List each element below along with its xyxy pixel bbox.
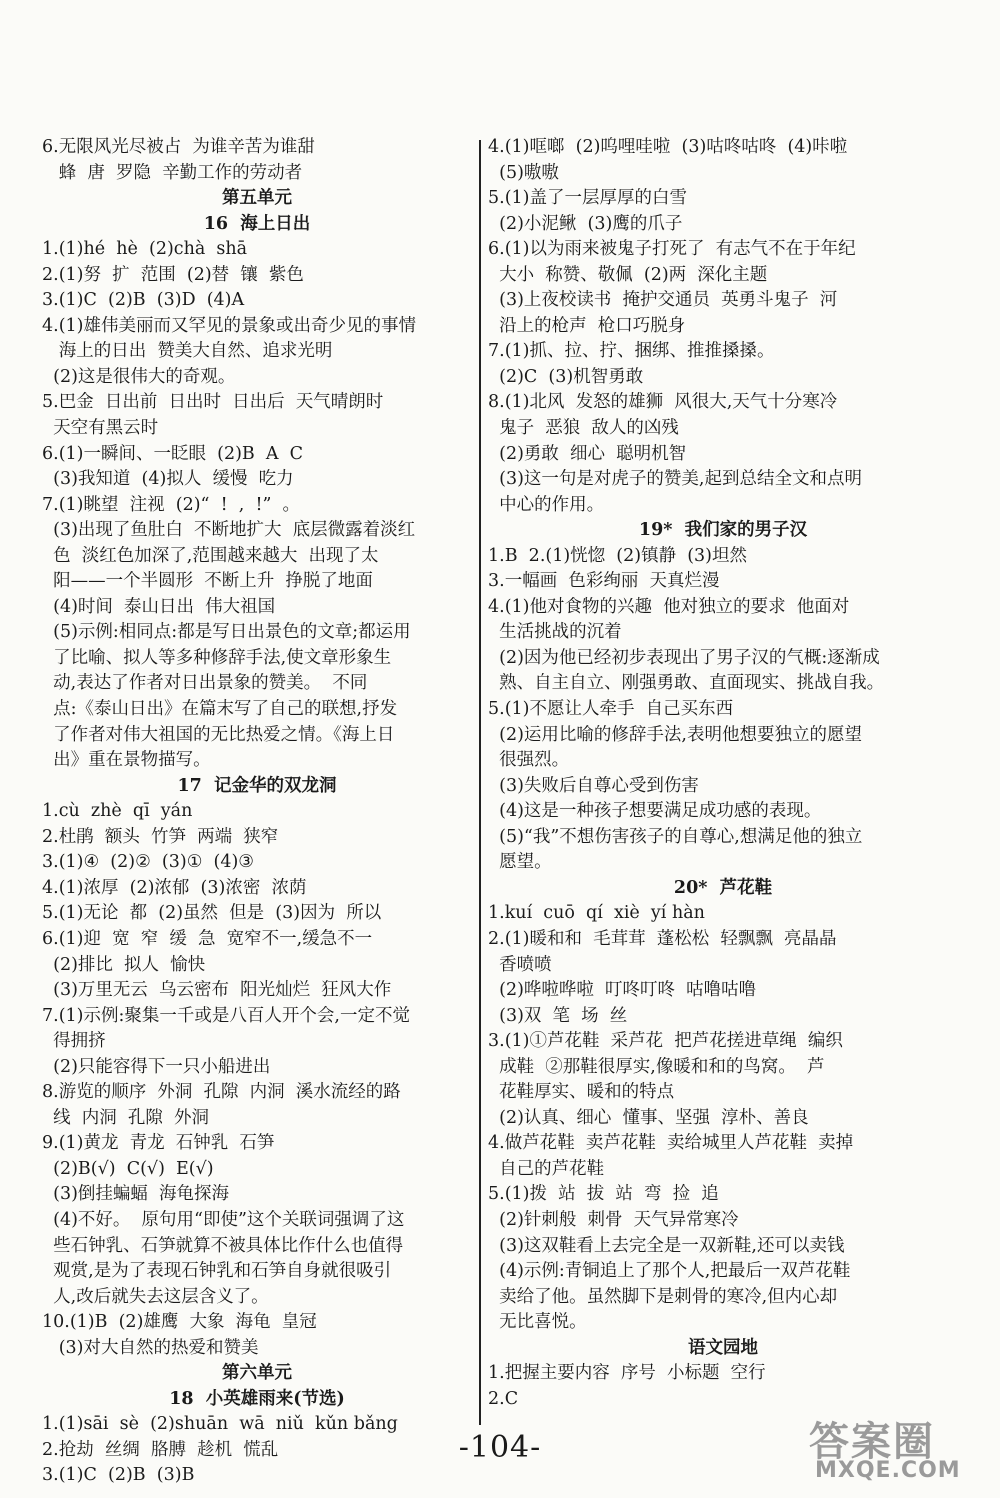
answer-line: (2)只能容得下一只小船进出: [42, 1056, 271, 1077]
section-heading: 16 海上日出: [203, 213, 311, 234]
answer-line: 观赏,是为了表现石钟乳和石笋自身就很吸引: [42, 1261, 392, 1282]
answer-line: 5.(1)不愿让人牵手 自己买东西: [488, 699, 734, 720]
answer-line: (4)示例:青铜追上了那个人,把最后一双芦花鞋: [488, 1261, 851, 1282]
answer-line: 色 淡红色加深了,范围越来越大 出现了太: [42, 545, 379, 566]
answer-line: 1.(1)sāi sè (2)shuān wā niǔ kǔn bǎng: [42, 1414, 398, 1435]
answer-line: (3)倒挂蝙蝠 海龟探海: [42, 1184, 230, 1205]
answer-line: 4.(1)雄伟美丽而又罕见的景象或出奇少见的事情: [42, 315, 416, 336]
answer-line: (3)对大自然的热爱和赞美: [42, 1337, 259, 1358]
answer-line: 10.(1)B (2)雄鹰 大象 海龟 皇冠: [42, 1312, 317, 1333]
answer-line: 4.(1)浓厚 (2)浓郁 (3)浓密 浓荫: [42, 877, 307, 898]
answer-line: 出》重在景物描写。: [42, 750, 211, 771]
answer-line: 1.把握主要内容 序号 小标题 空行: [488, 1363, 766, 1384]
answer-line: (2)勇敢 细心 聪明机智: [488, 443, 687, 464]
answer-line: (3)我知道 (4)拟人 缓慢 吃力: [42, 469, 294, 490]
watermark-logo: 答案圈: [809, 1419, 935, 1465]
answer-line: 6.无限风光尽被占 为谁辛苦为谁甜: [42, 137, 315, 157]
answer-line: 1.(1)hé hè (2)chà shā: [42, 239, 248, 260]
answer-line: 自己的芦花鞋: [488, 1158, 605, 1179]
answer-line: 1.B 2.(1)恍惚 (2)镇静 (3)坦然: [488, 545, 747, 566]
section-heading: 17 记金华的双龙洞: [177, 775, 337, 796]
answer-line: 3.一幅画 色彩绚丽 天真烂漫: [488, 571, 720, 592]
answer-line: 生活挑战的沉着: [488, 622, 622, 643]
answer-line: 动,表达了作者对日出景象的赞美。 不同: [42, 673, 368, 694]
answer-line: 无比喜悦。: [488, 1312, 587, 1333]
answer-line: (2)因为他已经初步表现出了男子汉的气概:逐渐成: [488, 647, 880, 668]
answer-line: 3.(1)④ (2)② (3)① (4)③: [42, 852, 254, 873]
answer-line: 2.C: [488, 1388, 519, 1409]
answer-line: 3.(1)C (2)B (3)B: [42, 1465, 195, 1486]
answer-line: 5.(1)盖了一层厚厚的白雪: [488, 188, 687, 209]
answer-line: 很强烈。: [488, 750, 570, 771]
answer-line: 了作者对伟大祖国的无比热爱之情。《海上日: [42, 724, 395, 745]
answer-line: 5.巴金 日出前 日出时 日出后 天气晴朗时: [42, 392, 384, 413]
answer-line: (2)哗啦哗啦 叮咚叮咚 咕噜咕噜: [488, 980, 757, 1001]
answer-line: (5)嗷嗷: [488, 162, 559, 183]
answer-line: (3)万里无云 乌云密布 阳光灿烂 狂风大作: [42, 980, 392, 1001]
watermark-url: MXQE.COM: [815, 1458, 961, 1483]
section-heading: 18 小英雄雨来(节选): [169, 1388, 345, 1409]
answer-line: (2)C (3)机智勇敢: [488, 366, 644, 387]
answer-line: (3)双 笔 场 丝: [488, 1005, 628, 1026]
answer-line: 鬼子 恶狼 敌人的凶残: [488, 418, 679, 439]
answer-line: 2.(1)暖和和 毛茸茸 蓬松松 轻飘飘 亮晶晶: [488, 928, 837, 949]
answer-line: (3)这双鞋看上去完全是一双新鞋,还可以卖钱: [488, 1235, 845, 1256]
answer-line: 卖给了他。虽然脚下是刺骨的寒冷,但内心却: [488, 1286, 838, 1307]
answer-line: (2)认真、细心 懂事、坚强 淳朴、善良: [488, 1107, 809, 1128]
section-heading: 19* 我们家的男子汉: [638, 520, 808, 541]
answer-line: 4.做芦花鞋 卖芦花鞋 卖给城里人芦花鞋 卖掉: [488, 1133, 854, 1154]
answer-line: (4)时间 泰山日出 伟大祖国: [42, 596, 276, 617]
right-answer-column: [488, 135, 958, 1412]
column-divider: [479, 140, 481, 1425]
answer-line: (3)这一句是对虎子的赞美,起到总结全文和点明: [488, 469, 862, 490]
answer-line: (3)出现了鱼肚白 不断地扩大 底层微露着淡红: [42, 520, 416, 541]
answer-line: 6.(1)迎 宽 窄 缓 急 宽窄不一,缓急不一: [42, 928, 373, 949]
answer-line: 些石钟乳、石笋就算不被具体比作什么也值得: [42, 1235, 404, 1256]
answer-line: 9.(1)黄龙 青龙 石钟乳 石笋: [42, 1133, 275, 1154]
answer-line: 4.(1)哐啷 (2)呜哩哇啦 (3)咕咚咕咚 (4)咔啦: [488, 137, 848, 157]
answer-line: 7.(1)示例:聚集一千或是八百人开个会,一定不觉: [42, 1005, 410, 1026]
answer-line: 香喷喷: [488, 954, 552, 975]
answer-line: 花鞋厚实、暖和的特点: [488, 1082, 675, 1103]
answer-line: (2)运用比喻的修辞手法,表明他想要独立的愿望: [488, 724, 862, 745]
answer-line: 得拥挤: [42, 1031, 106, 1052]
answer-line: 7.(1)抓、拉、拧、捆绑、推推搡搡。: [488, 341, 775, 362]
answer-line: 5.(1)拨 站 拔 站 弯 捡 追: [488, 1184, 719, 1205]
answer-line: 蜂 唐 罗隐 辛勤工作的劳动者: [42, 162, 303, 183]
answer-line: 线 内洞 孔隙 外洞: [42, 1107, 210, 1128]
answer-line: 8.游览的顺序 外洞 孔隙 内洞 溪水流经的路: [42, 1082, 401, 1103]
section-heading: 20* 芦花鞋: [673, 877, 773, 898]
answer-line: 3.(1)①芦花鞋 采芦花 把芦花搓进草绳 编织: [488, 1031, 843, 1052]
answer-line: 1.kuí cuō qí xiè yí hàn: [488, 903, 705, 924]
answer-line: (2)排比 拟人 愉快: [42, 954, 206, 975]
answer-line: 了比喻、拟人等多种修辞手法,使文章形象生: [42, 647, 392, 668]
answer-line: 2.(1)努 扩 范围 (2)替 镶 紫色: [42, 264, 304, 285]
answer-line: 7.(1)眺望 注视 (2)“ ! , !” 。: [42, 494, 301, 515]
answer-line: 阳——一个半圆形 不断上升 挣脱了地面: [42, 571, 373, 592]
answer-line: 1.cù zhè qī yán: [42, 801, 193, 822]
answer-line: 天空有黑云时: [42, 418, 159, 439]
watermark: [809, 1410, 984, 1490]
answer-line: 大小 称赞、敬佩 (2)两 深化主题: [488, 264, 768, 285]
answer-line: 愿望。: [488, 852, 552, 873]
answer-line: (5)“我”不想伤害孩子的自尊心,想满足他的独立: [488, 826, 863, 847]
answer-line: 2.杜鹃 额头 竹笋 两端 狭窄: [42, 826, 279, 847]
section-heading: 语文园地: [688, 1337, 758, 1358]
answer-line: (2)小泥鳅 (3)鹰的爪子: [488, 213, 683, 234]
answer-line: 4.(1)他对食物的兴趣 他对独立的要求 他面对: [488, 596, 850, 617]
answer-line: 人,改后就失去这层含义了。: [42, 1286, 269, 1307]
answer-line: 熟、自主自立、刚强勇敢、直面现实、挑战自我。: [488, 673, 885, 694]
answer-line: 3.(1)C (2)B (3)D (4)A: [42, 290, 245, 311]
answer-line: 6.(1)一瞬间、一眨眼 (2)B A C: [42, 443, 304, 464]
answer-line: 2.抢劫 丝绸 胳膊 趁机 慌乱: [42, 1439, 279, 1460]
answer-line: (3)失败后自尊心受到伤害: [488, 775, 699, 796]
answer-line: 6.(1)以为雨来被鬼子打死了 有志气不在于年纪: [488, 239, 856, 260]
answer-line: 中心的作用。: [488, 494, 605, 515]
answer-line: 成鞋 ②那鞋很厚实,像暖和和的鸟窝。 芦: [488, 1056, 825, 1077]
answer-line: 点:《泰山日出》在篇末写了自己的联想,抒发: [42, 699, 398, 720]
page-number: -104-: [458, 1430, 542, 1465]
answer-line: (2)针刺般 刺骨 天气异常寒冷: [488, 1209, 739, 1230]
answer-line: (2)这是很伟大的奇观。: [42, 366, 236, 387]
answer-line: (3)上夜校读书 掩护交通员 英勇斗鬼子 河: [488, 290, 838, 311]
answer-line: (4)这是一种孩子想要满足成功感的表现。: [488, 801, 822, 822]
left-answer-column: [42, 135, 472, 1489]
answer-line: (4)不好。 原句用“即使”这个关联词强调了这: [42, 1209, 405, 1230]
answer-line: (2)B(√) C(√) E(√): [42, 1158, 214, 1179]
answer-line: 8.(1)北风 发怒的雄狮 风很大,天气十分寒冷: [488, 392, 838, 413]
section-heading: 第六单元: [222, 1363, 292, 1384]
section-heading: 第五单元: [222, 188, 292, 209]
answer-line: (5)示例:相同点:都是写日出景色的文章;都运用: [42, 622, 411, 643]
answer-line: 海上的日出 赞美大自然、追求光明: [42, 341, 333, 362]
answer-line: 5.(1)无论 都 (2)虽然 但是 (3)因为 所以: [42, 903, 382, 924]
answer-line: 沿上的枪声 枪口巧脱身: [488, 315, 686, 336]
